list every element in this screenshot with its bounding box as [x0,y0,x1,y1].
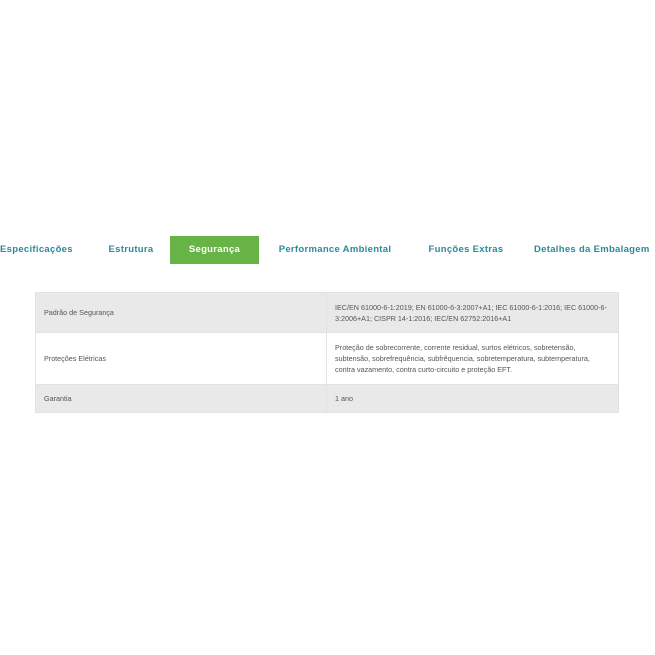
spec-key: Padrão de Segurança [36,293,327,333]
tab-especificacoes[interactable]: Especificações [0,244,73,255]
spec-key: Proteções Elétricas [36,333,327,385]
tab-funcoes-extras[interactable]: Funções Extras [428,244,504,255]
table-row [36,385,619,413]
tab-bar [0,236,655,264]
tab-performance-ambiental[interactable]: Performance Ambiental [278,244,392,255]
tab-seguranca[interactable]: Segurança [170,236,259,264]
spec-value: IEC/EN 61000-6-1:2019; EN 61000-6-3:2007+A1; IEC 61000-6-1:2016; IEC 61000-6-3:2006+A1; CISPR 14-1:2016; IEC/EN 62752:2016+A1 [327,293,619,333]
spec-value: Proteção de sobrecorrente, corrente residual, surtos elétricos, sobretensão, subtensão, sobrefrequência, subfrêquencia, sobretemperatura, subtemperatura, contra vazamento, contra curto-circuito e proteção EFT. [327,333,619,385]
table-row [36,293,619,333]
spec-key: Garantia [36,385,327,413]
tab-detalhes-da-embalagem[interactable]: Detalhes da Embalagem [534,244,650,255]
spec-value: 1 ano [327,385,619,413]
tab-estrutura[interactable]: Estrutura [108,244,154,255]
spec-table [35,292,619,413]
table-row [36,333,619,385]
